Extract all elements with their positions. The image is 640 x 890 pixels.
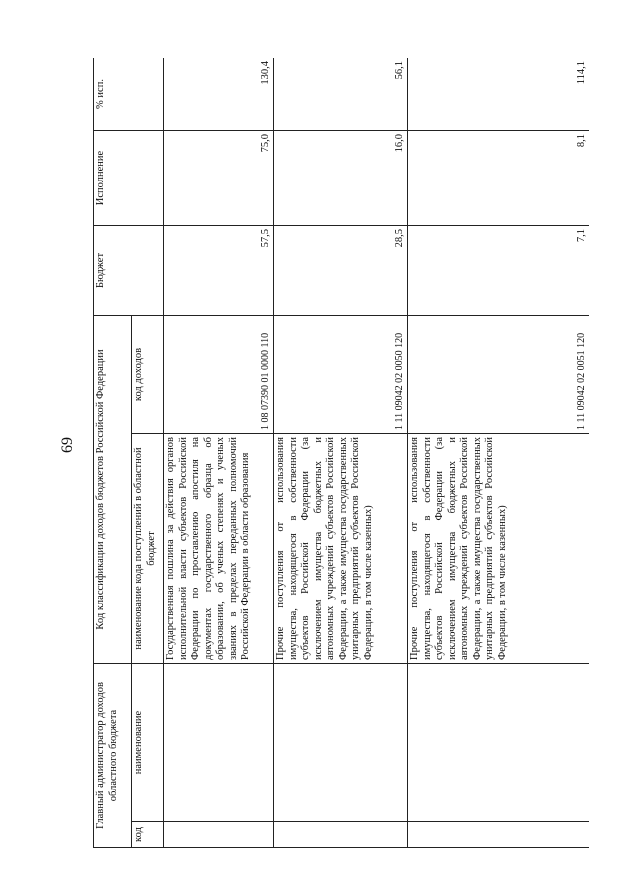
- header-percent: % исп.: [94, 58, 164, 130]
- row-admin-name: [408, 664, 590, 822]
- header-execution: Исполнение: [94, 130, 164, 225]
- row-percent: 56,1: [274, 58, 408, 130]
- row-income-name: Государственная пошлина за действия органов исполнительной власти субъектов Российской Федерации по проставлению апостиля на документах государственного образца об образовании, об ученых степенях и ученых званиях в пределах переданных полномочий Российской Федерации в области образования: [164, 434, 274, 664]
- header-row-top: [94, 58, 132, 848]
- row-budget: 7,1: [408, 225, 590, 315]
- header-admin-group: Главный администратор доходов областного бюджета: [94, 664, 132, 848]
- row-income-name: Прочие поступления от использования имущества, находящегося в собственности субъектов Российской Федерации (за исключением имущества бюджетных и автономных учреждений субъектов Российской Федерации, а также имущества государственных унитарных предприятий субъектов Российской Федерации, в том числе казенных): [408, 434, 590, 664]
- row-admin-code: [408, 822, 590, 848]
- row-percent: 130,4: [164, 58, 274, 130]
- header-admin-code: код: [132, 822, 164, 848]
- table-row: [274, 58, 408, 848]
- row-income-code: 1 08 07390 01 0000 110: [164, 315, 274, 433]
- row-admin-code: [274, 822, 408, 848]
- header-classification-group: Код классификации доходов бюджетов Российской Федерации: [94, 315, 132, 663]
- row-execution: 8,1: [408, 130, 590, 225]
- row-budget: 57,5: [164, 225, 274, 315]
- header-budget: Бюджет: [94, 225, 164, 315]
- row-income-name: Прочие поступления от использования имущества, находящегося в собственности субъектов Российской Федерации (за исключением имущества бюджетных и автономных учреждений субъектов Российской Федерации, а также имущества государственных унитарных предприятий субъектов Российской Федерации, в том числе казенных): [274, 434, 408, 664]
- page-number: 69: [59, 437, 76, 453]
- row-execution: 16,0: [274, 130, 408, 225]
- row-percent: 114,1: [408, 58, 590, 130]
- row-budget: 28,5: [274, 225, 408, 315]
- row-income-code: 1 11 09042 02 0051 120: [408, 315, 590, 433]
- table-row: [408, 58, 590, 848]
- header-admin-name: наименование: [132, 664, 164, 822]
- table-container: [93, 58, 589, 848]
- row-execution: 75,0: [164, 130, 274, 225]
- row-admin-name: [164, 664, 274, 822]
- header-income-name: наименование кода поступлений в областной бюджет: [132, 434, 164, 664]
- header-income-code: код доходов: [132, 315, 164, 433]
- row-income-code: 1 11 09042 02 0050 120: [274, 315, 408, 433]
- row-admin-name: [274, 664, 408, 822]
- table-row: [164, 58, 274, 848]
- row-admin-code: [164, 822, 274, 848]
- income-table: [93, 58, 589, 848]
